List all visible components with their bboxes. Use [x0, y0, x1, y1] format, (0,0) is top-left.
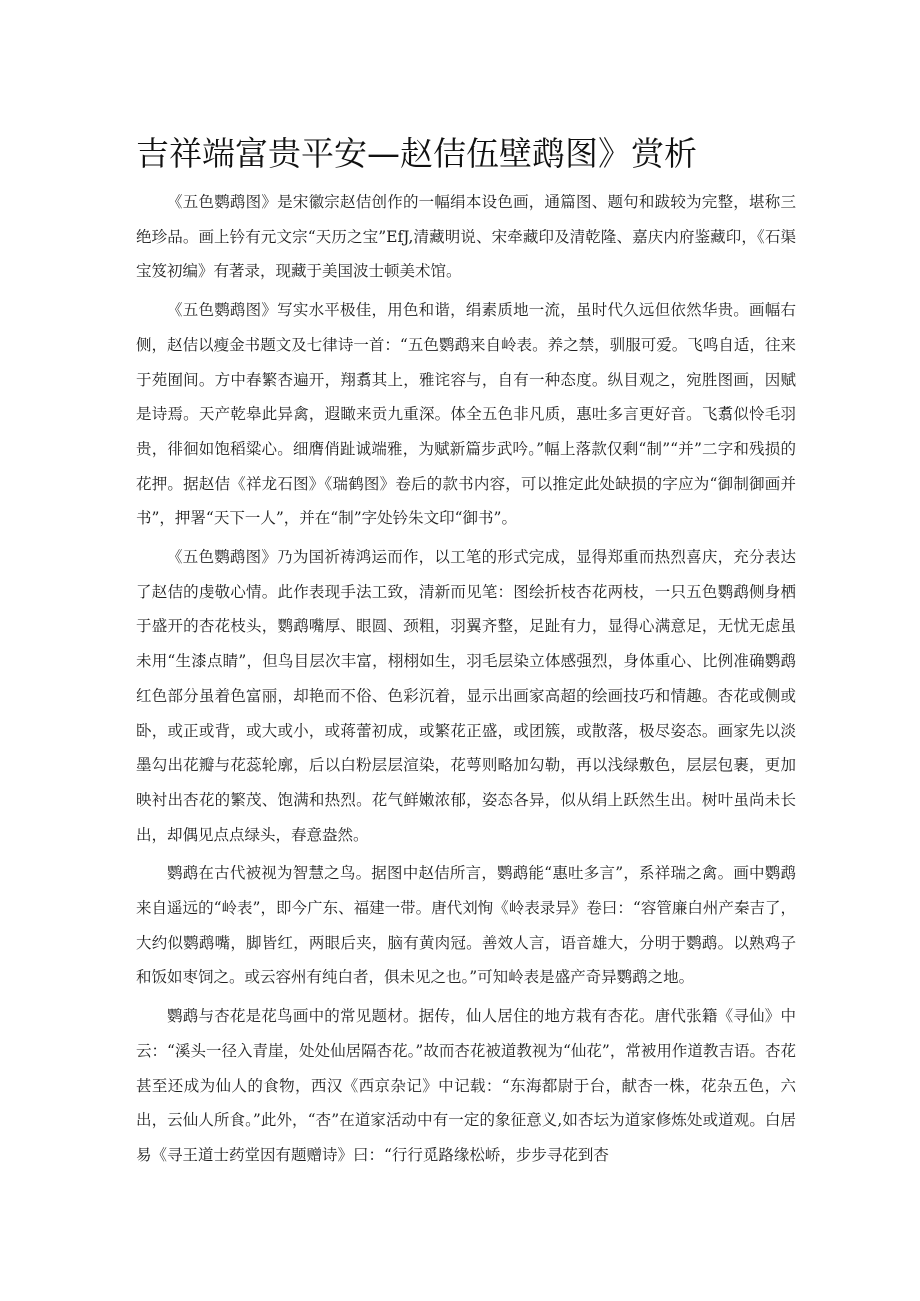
- paragraph-parrot-symbolism: 鹦鹉在古代被视为智慧之鸟。据图中赵佶所言，鹦鹉能“惠吐多言”，系祥瑞之禽。画中鹦鹉来自遥远的“岭表”，即今广东、福建一带。唐代刘恂《岭表录异》卷曰：“容管廉白州产秦吉了，大约似鹦鹉嘴，脚皆红，两眼后夹，脑有黄肉冠。善效人言，语音雄大，分明于鹦鹉。以熟鸡子和饭如枣饲之。或云容州有纯白者，俱未见之也。”可知岭表是盛产奇异鹦鹉之地。: [136, 864, 796, 987]
- paragraph-realism-inscription: 《五色鹦鹉图》写实水平极佳，用色和谐，绢素质地一流，虽时代久远但依然华贵。画幅右侧，赵佶以瘦金书题文及七律诗一首：“五色鹦鹉来自岭表。养之禁，驯服可爱。飞鸣自适，往来于苑囿间。方中春繁杏遍开，翔翥其上，雅诧容与，自有一种态度。纵目观之，宛胜图画，因赋是诗焉。天产乾皋此异禽，遐瞰来贡九重深。体全五色非凡质，惠吐多言更好音。飞翥似怜毛羽贵，徘徊如饱稻粱心。细膺俏趾诚端雅，为赋新篇步武吟。”幅上落款仅剩“制”“并”二字和残损的花押。据赵佶《祥龙石图》《瑞鹤图》卷后的款书内容，可以推定此处缺损的字应为“御制御画并书”，押署“天下一人”，并在“制”字处钤朱文印“御书”。: [136, 301, 796, 528]
- document-body: [136, 185, 796, 1177]
- paragraph-technique: 《五色鹦鹉图》乃为国祈祷鸿运而作，以工笔的形式完成，显得郑重而热烈喜庆，充分表达了赵佶的虔敬心情。此作表现手法工致，清新而见笔：图绘折枝杏花两枝，一只五色鹦鹉侧身栖于盛开的杏花枝头，鹦鹉嘴厚、眼圆、颈粗，羽翼齐整，足趾有力，显得心满意足，无忧无虑虽未用“生漆点睛”，但鸟目层次丰富，栩栩如生，羽毛层染立体感强烈，身体重心、比例准确鹦鹉红色部分虽着色富丽，却艳而不俗、色彩沉着，显示出画家高超的绘画技巧和情趣。杏花或侧或卧，或正或背，或大或小，或蒋蕾初成，或繁花正盛，或团簇，或散落，极尽姿态。画家先以淡墨勾出花瓣与花蕊轮廓，后以白粉层层渲染，花萼则略加勾勒，再以浅绿敷色，层层包裹，更加映衬出杏花的繁茂、饱满和热烈。花气鲜嫩浓郁，姿态各异，似从绢上跃然生出。树叶虽尚未长出，却偶见点点绿头，春意盎然。: [136, 548, 796, 844]
- paragraph-intro: 《五色鹦鹉图》是宋徽宗赵佶创作的一幅绢本设色画，通篇图、题句和跋较为完整，堪称三绝珍品。画上钤有元文宗“天历之宝”EfJ,清藏明说、宋牵藏印及清乾隆、嘉庆内府鉴藏印，《石渠宝笈初编》有著录，现藏于美国波士顿美术馆。: [136, 193, 796, 281]
- document-title: 吉祥端富贵平安—赵佶伍壁鹉图》赏析: [136, 134, 697, 173]
- paragraph-apricot-symbolism: 鹦鹉与杏花是花鸟画中的常见题材。据传，仙人居住的地方栽有杏花。唐代张籍《寻仙》中云：“溪头一径入青崖，处处仙居隔杏花。”故而杏花被道教视为“仙花”，常被用作道教吉语。杏花甚至还成为仙人的食物，西汉《西京杂记》中记载：“东海都尉于台，献杏一株，花杂五色，六出，云仙人所食。”此外，“杏”在道家活动中有一定的象征意义,如杏坛为道家修炼处或道观。白居易《寻王道士药堂因有题赠诗》曰：“行行觅路缘松峤，步步寻花到杏: [136, 1007, 796, 1164]
